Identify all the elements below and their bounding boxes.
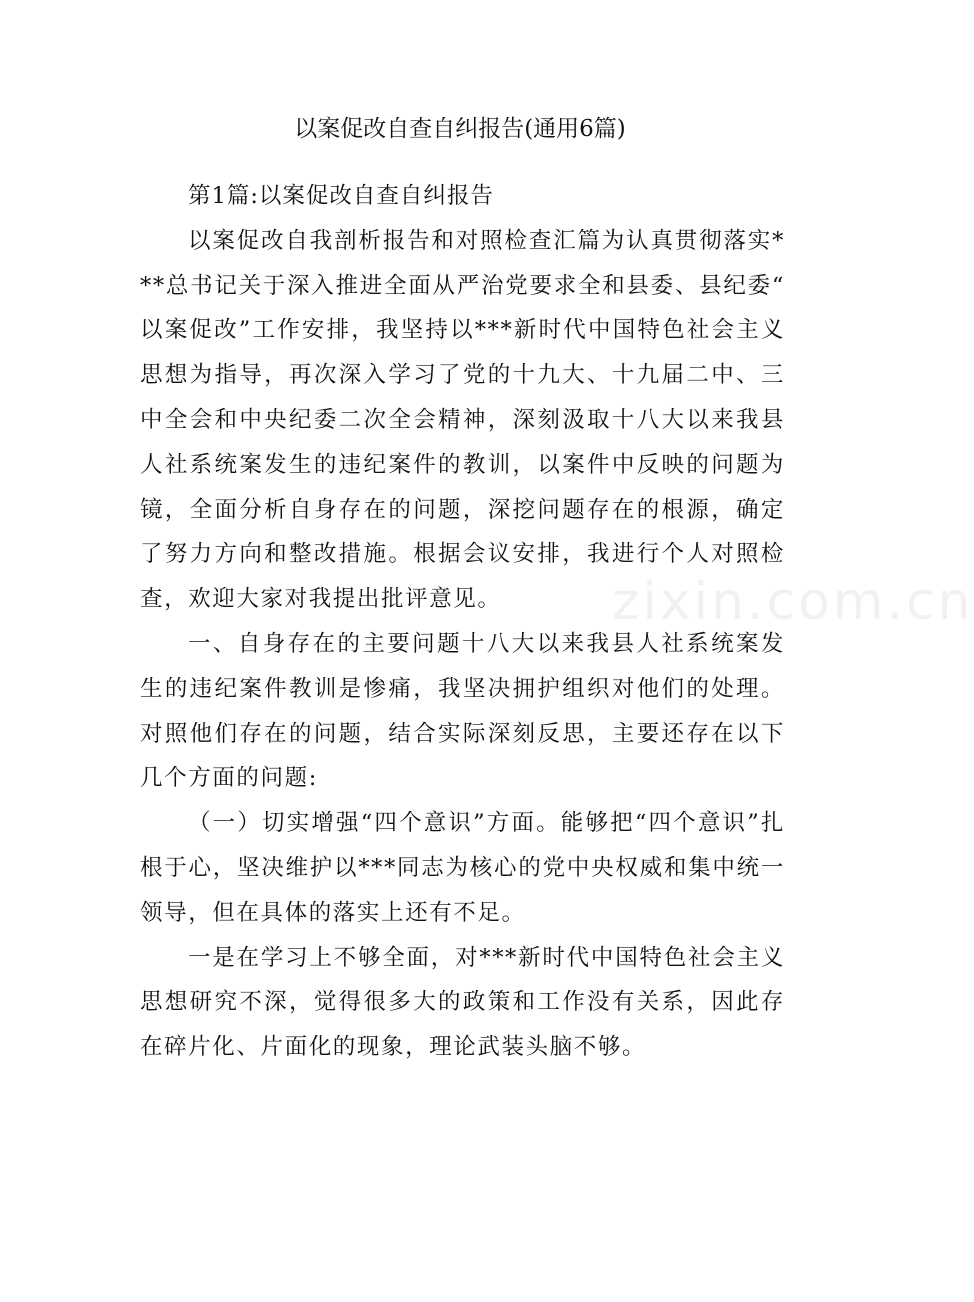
paragraph-problems: 一、自身存在的主要问题十八大以来我县人社系统案发生的违纪案件教训是惨痛，我坚决拥护组织对他们的处理。对照他们存在的问题，结合实际深刻反思，主要还存在以下几个方面的问题: [140,630,785,792]
section-heading: 第1篇:以案促改自查自纠报告 [188,183,494,209]
document-title: 以案促改自查自纠报告(通用6篇) [294,116,626,142]
paragraph-intro: 以案促改自我剖析报告和对照检查汇篇为认真贯彻落实***总书记关于深入推进全面从严治党要求全和县委、县纪委“以案促改”工作安排，我坚持以***新时代中国特色社会主义思想为指导，再次深入学习了党的十九大、十九届二中、三中全会和中央纪委二次全会精神，深刻汲取十八大以来我县人社系统案发生的违纪案件的教训，以案件中反映的问题为镜，全面分析自身存在的问题，深挖问题存在的根源，确定了努力方向和整改措施。根据会议安排，我进行个人对照检查，欢迎大家对我提出批评意见。 [140,227,785,613]
watermark: zixin.com.cn [612,572,974,632]
document-body [140,174,785,1070]
paragraph-four-consciousness: （一）切实增强“四个意识”方面。能够把“四个意识”扎根于心，坚决维护以***同志为核心的党中央权威和集中统一领导，但在具体的落实上还有不足。 [140,810,785,926]
paragraph-study: 一是在学习上不够全面，对***新时代中国特色社会主义思想研究不深，觉得很多大的政策和工作没有关系，因此存在碎片化、片面化的现象，理论武装头脑不够。 [140,944,785,1061]
